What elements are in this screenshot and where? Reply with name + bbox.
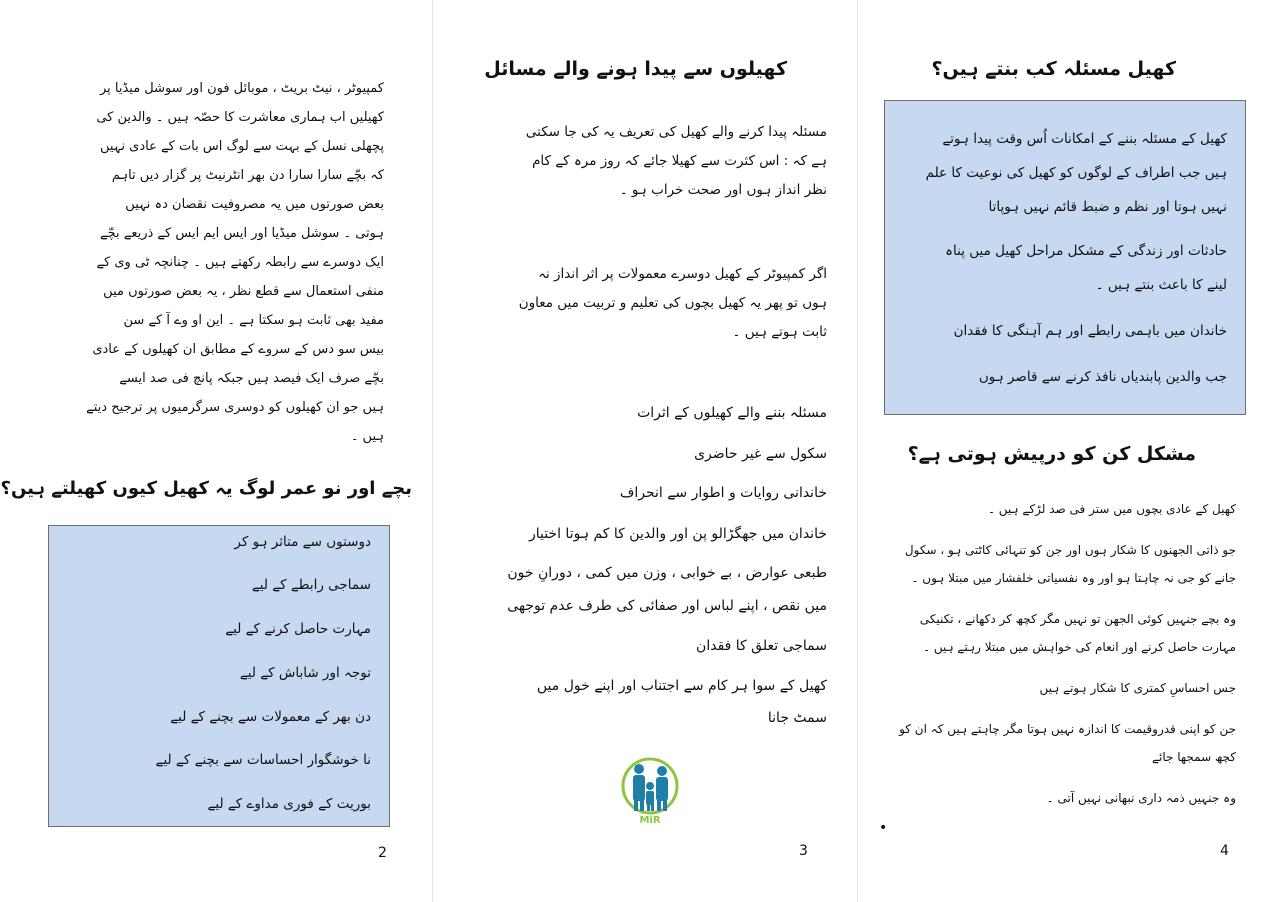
- reason-item: نا خوشگوار احساسات سے بچنے کے لیے: [155, 752, 371, 768]
- intro-paragraph: [86, 74, 384, 451]
- risk-item: وہ جنہیں ذمہ داری نبھانی نہیں آتی ۔: [1046, 791, 1236, 805]
- page-3: [432, 0, 858, 902]
- effect-item: خاندانی روایات و اطوار سے انحراف: [619, 485, 827, 501]
- text-line: ثابت ہوتے ہیں ۔: [732, 324, 827, 340]
- text-line: ہوتی ۔ سوشل میڈیا اور ایس ایم ایس کے ذریعے بچّے: [99, 226, 384, 241]
- text-line: بچّے صرف ایک فیصد ہیں جبکہ پانچ فی صد ایسے: [119, 371, 384, 386]
- family-icon: [619, 755, 681, 817]
- text-line: کھیلیں اب ہماری معاشرت کا حصّہ ہیں ۔ والدین کی: [96, 110, 384, 125]
- effect-item: میں نقص ، اپنے لباس اور صفائی کی طرف عدم توجھی: [507, 598, 827, 614]
- page-2: [0, 0, 432, 902]
- text-line: بعض صورتوں میں یہ مصروفیت نقصان دہ نہیں: [125, 197, 384, 212]
- risk-item: جو ذاتی الجھنوں کا شکار ہوں اور جن کو تنہائی کاٹتی ہو ، سکول: [904, 543, 1236, 557]
- reason-item: بوریت کے فوری مداوے کے لیے: [207, 796, 371, 812]
- risk-item: مہارت حاصل کرنے اور انعام کی خواہش میں مبتلا رہتے ہیں ۔: [922, 640, 1236, 654]
- benefit-paragraph: [519, 260, 827, 347]
- effects-heading: مسئلہ بننے والے کھیلوں کے اثرات: [637, 405, 827, 421]
- effect-item: کھیل کے سوا ہر کام سے اجتناب اور اپنے خول میں: [536, 678, 827, 694]
- risk-item: کھیل کے عادی بچوں میں ستر فی صد لڑکے ہیں ۔: [987, 502, 1236, 516]
- page-number: 2: [378, 845, 387, 861]
- text-line: کمپیوٹر ، نیٹ بریٹ ، موبائل فون اور سوشل میڈیا پر: [99, 81, 384, 96]
- reason-item: توجہ اور شاباش کے لیے: [239, 665, 371, 681]
- effect-item: سکول سے غیر حاضری: [694, 446, 827, 462]
- box-text-line: حادثات اور زندگی کے مشکل مراحل کھیل میں پناہ: [945, 243, 1227, 259]
- page-4: [858, 0, 1276, 902]
- text-line: اگر کمپیوٹر کے کھیل دوسرے معمولات پر اثر انداز نہ: [538, 266, 827, 282]
- page-number: 4: [1220, 843, 1229, 859]
- definition-paragraph: [526, 118, 827, 205]
- text-line: مسئلہ پیدا کرنے والے کھیل کی تعریف یہ کی جا سکتی: [525, 124, 827, 140]
- text-line: کہ بچّے سارا سارا دن بھر انٹرنیٹ پر گزار دیں تاہم: [111, 168, 384, 183]
- text-line: ہے کہ : اس کثرت سے کھیلا جائے کہ روز مرہ کے کام: [532, 153, 827, 169]
- box-text-line: لینے کا باعث بنتے ہیں ۔: [1095, 277, 1227, 293]
- text-line: بیس سو دس کے سروے کے مطابق ان کھیلوں کے عادی: [92, 342, 384, 357]
- box-text-line: خاندان میں باہمی رابطے اور ہم آہنگی کا فقدان: [953, 323, 1227, 339]
- bullet-mark: •: [879, 820, 888, 836]
- risk-item: وہ بچے جنہیں کوئی الجھن تو نہیں مگر کچھ کر دکھانے ، تکنیکی: [919, 612, 1236, 626]
- risk-item: جن کو اپنی قدروقیمت کا اندازہ نہیں ہوتا مگر چاہتے ہیں کہ ان کو: [899, 722, 1236, 736]
- page-number: 3: [799, 843, 808, 859]
- text-line: ایک دوسرے سے رابطہ رکھتے ہیں ۔ چنانچہ ٹی وی کے: [96, 255, 384, 270]
- reason-item: دوستوں سے متاثر ہو کر: [234, 534, 371, 550]
- box-text-line: کھیل کے مسئلہ بننے کے امکانات اُس وقت پیدا ہوتے: [942, 131, 1227, 147]
- effect-item: سمٹ جانا: [767, 710, 827, 726]
- reason-item: مہارت حاصل کرنے کے لیے: [225, 621, 371, 637]
- section-heading: کھیلوں سے پیدا ہونے والے مسائل: [484, 58, 787, 80]
- mir-logo: [619, 755, 681, 831]
- logo-text: MiR: [639, 815, 661, 826]
- risk-item: جس احساسِ کمتری کا شکار ہوتے ہیں: [1039, 681, 1236, 695]
- text-line: نظر انداز ہوں اور صحت خراب ہو ۔: [619, 182, 827, 198]
- reasons-box: [48, 525, 390, 827]
- section-heading: کھیل مسئلہ کب بنتے ہیں؟: [931, 58, 1176, 80]
- effect-item: طبعی عوارض ، بے خوابی ، وزن میں کمی ، دورانِ خون: [507, 565, 827, 581]
- text-line: منفی استعمال سے قطع نظر ، یہ بعض صورتوں میں: [103, 284, 384, 299]
- causes-box: [884, 100, 1246, 415]
- text-line: ہیں ۔: [350, 429, 384, 444]
- box-text-line: ہیں جب اطراف کے لوگوں کو کھیل کی نوعیت کا علم: [925, 165, 1227, 181]
- box-text-line: نہیں ہوتا اور نظم و ضبط قائم نہیں ہوپاتا: [988, 199, 1227, 215]
- section-heading: بچے اور نو عمر لوگ یہ کھیل کیوں کھیلتے ہیں؟: [0, 478, 412, 499]
- text-line: ہوں تو پھر یہ کھیل بچوں کی تعلیم و تربیت میں معاون: [518, 295, 827, 311]
- box-text-line: جب والدین پابندیاں نافذ کرنے سے قاصر ہوں: [978, 369, 1227, 385]
- reason-item: دن بھر کے معمولات سے بچنے کے لیے: [170, 709, 371, 725]
- risk-item: جانے کو جی نہ چاہتا ہو اور وہ نفسیاتی خلفشار میں مبتلا ہوں ۔: [911, 571, 1236, 585]
- effect-item: سماجی تعلق کا فقدان: [696, 638, 827, 654]
- section-heading: مشکل کن کو درپیش ہوتی ہے؟: [907, 443, 1196, 465]
- text-line: مفید بھی ثابت ہو سکتا ہے ۔ این او وے آ کے سن: [123, 313, 384, 328]
- text-line: پچھلی نسل کے بہت سے لوگ اس بات کے عادی نہیں: [100, 139, 384, 154]
- reason-item: سماجی رابطے کے لیے: [251, 577, 371, 593]
- text-line: ہیں جو ان کھیلوں کو دوسری سرگرمیوں پر ترجیح دیتے: [86, 400, 384, 415]
- risk-item: کچھ سمجھا جائے: [1151, 750, 1236, 764]
- effect-item: خاندان میں جھگڑالو پن اور والدین کا کم ہوتا اختیار: [528, 526, 827, 542]
